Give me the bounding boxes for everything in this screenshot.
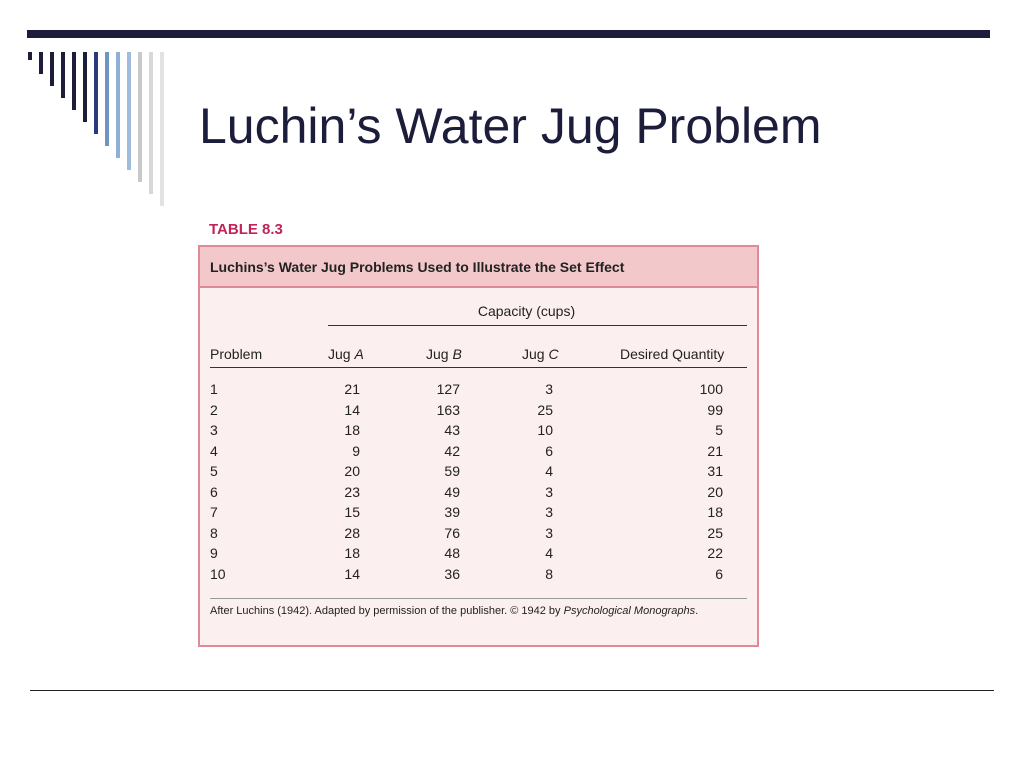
- footnote-italic: Psychological Monographs: [563, 605, 696, 617]
- footnote-text: After Luchins (1942). Adapted by permission of the publisher. © 1942 by: [210, 605, 564, 617]
- stripe: [28, 52, 32, 60]
- cell-problem: 5: [210, 463, 218, 479]
- cell-jug-c: 3: [545, 483, 553, 500]
- cell-jug-a: 14: [344, 565, 360, 582]
- cell-problem: 3: [210, 422, 218, 438]
- bottom-rule: [30, 690, 994, 691]
- cell-jug-a: 28: [344, 524, 360, 541]
- cell-desired: 25: [707, 524, 723, 541]
- cell-desired: 31: [707, 463, 723, 479]
- cell-jug-b: 127: [436, 381, 460, 397]
- header-jug-a-prefix: Jug: [328, 346, 355, 362]
- stripe: [39, 52, 43, 74]
- cell-jug-b: 36: [444, 565, 460, 582]
- cell-problem: 8: [210, 524, 218, 541]
- cell-jug-c: 3: [545, 381, 553, 397]
- cell-desired: 18: [707, 504, 723, 520]
- stripe: [72, 52, 76, 110]
- cell-problem: 2: [210, 401, 218, 418]
- cell-desired: 100: [699, 381, 723, 397]
- cell-problem: 4: [210, 442, 218, 459]
- stripe: [105, 52, 109, 146]
- header-jug-c-var: C: [548, 346, 559, 362]
- header-problem: Problem: [210, 346, 263, 362]
- header-jug-c-prefix: Jug: [522, 346, 549, 362]
- column-group-header: [200, 303, 757, 319]
- cell-desired: 21: [707, 442, 723, 459]
- stripe: [50, 52, 54, 86]
- top-bar: [27, 30, 990, 38]
- cell-problem: 1: [210, 381, 218, 397]
- cell-jug-c: 6: [545, 442, 553, 459]
- stripe: [149, 52, 153, 194]
- cell-jug-c: 4: [545, 463, 553, 479]
- header-jug-a: [328, 344, 364, 364]
- header-jug-b-prefix: Jug: [426, 346, 453, 362]
- cell-jug-b: 42: [444, 442, 460, 459]
- cell-jug-c: 4: [545, 545, 553, 561]
- header-rule: [210, 367, 747, 368]
- cell-jug-b: 59: [444, 463, 460, 479]
- cell-jug-a: 14: [344, 401, 360, 418]
- cell-desired: 6: [715, 565, 723, 582]
- stripe: [116, 52, 120, 158]
- stripe: [138, 52, 142, 182]
- cell-jug-c: 25: [537, 401, 553, 418]
- cell-problem: 6: [210, 483, 218, 500]
- slide-title: Luchin’s Water Jug Problem: [199, 98, 822, 154]
- footer-rule: [210, 598, 747, 599]
- water-jug-table: [198, 245, 759, 647]
- cell-jug-c: 10: [537, 422, 553, 438]
- cell-desired: 99: [707, 401, 723, 418]
- cell-jug-c: 3: [545, 504, 553, 520]
- cell-desired: 22: [707, 545, 723, 561]
- column-group-label: Capacity (cups): [477, 303, 576, 319]
- table-caption: Luchins’s Water Jug Problems Used to Illustrate the Set Effect: [210, 259, 625, 275]
- stripe: [61, 52, 65, 98]
- stripe: [127, 52, 131, 170]
- cell-jug-b: 43: [444, 422, 460, 438]
- footnote-end: .: [695, 605, 699, 617]
- cell-jug-b: 39: [444, 504, 460, 520]
- table-caption-band: [200, 247, 757, 288]
- cell-jug-c: 3: [545, 524, 553, 541]
- table-footnote: [210, 603, 747, 620]
- table-label: TABLE 8.3: [209, 221, 283, 238]
- cell-problem: 10: [210, 565, 226, 582]
- cell-jug-c: 8: [545, 565, 553, 582]
- cell-jug-a: 18: [344, 545, 360, 561]
- cell-jug-a: 20: [344, 463, 360, 479]
- column-group-rule: [328, 325, 747, 326]
- cell-jug-a: 23: [344, 483, 360, 500]
- cell-jug-a: 18: [344, 422, 360, 438]
- stripe: [94, 52, 98, 134]
- cell-jug-a: 9: [352, 442, 360, 459]
- cell-desired: 5: [715, 422, 723, 438]
- cell-jug-a: 21: [344, 381, 360, 397]
- header-jug-c: [522, 344, 559, 364]
- cell-jug-b: 76: [444, 524, 460, 541]
- cell-desired: 20: [707, 483, 723, 500]
- cell-jug-a: 15: [344, 504, 360, 520]
- cell-problem: 9: [210, 545, 218, 561]
- header-jug-a-var: A: [354, 346, 364, 362]
- header-desired-quantity: Desired Quantity: [620, 346, 725, 362]
- cell-jug-b: 49: [444, 483, 460, 500]
- stripe: [83, 52, 87, 122]
- stripe: [160, 52, 164, 206]
- cell-problem: 7: [210, 504, 218, 520]
- header-jug-b: [426, 344, 462, 364]
- cell-jug-b: 48: [444, 545, 460, 561]
- header-jug-b-var: B: [452, 346, 462, 362]
- cell-jug-b: 163: [436, 401, 460, 418]
